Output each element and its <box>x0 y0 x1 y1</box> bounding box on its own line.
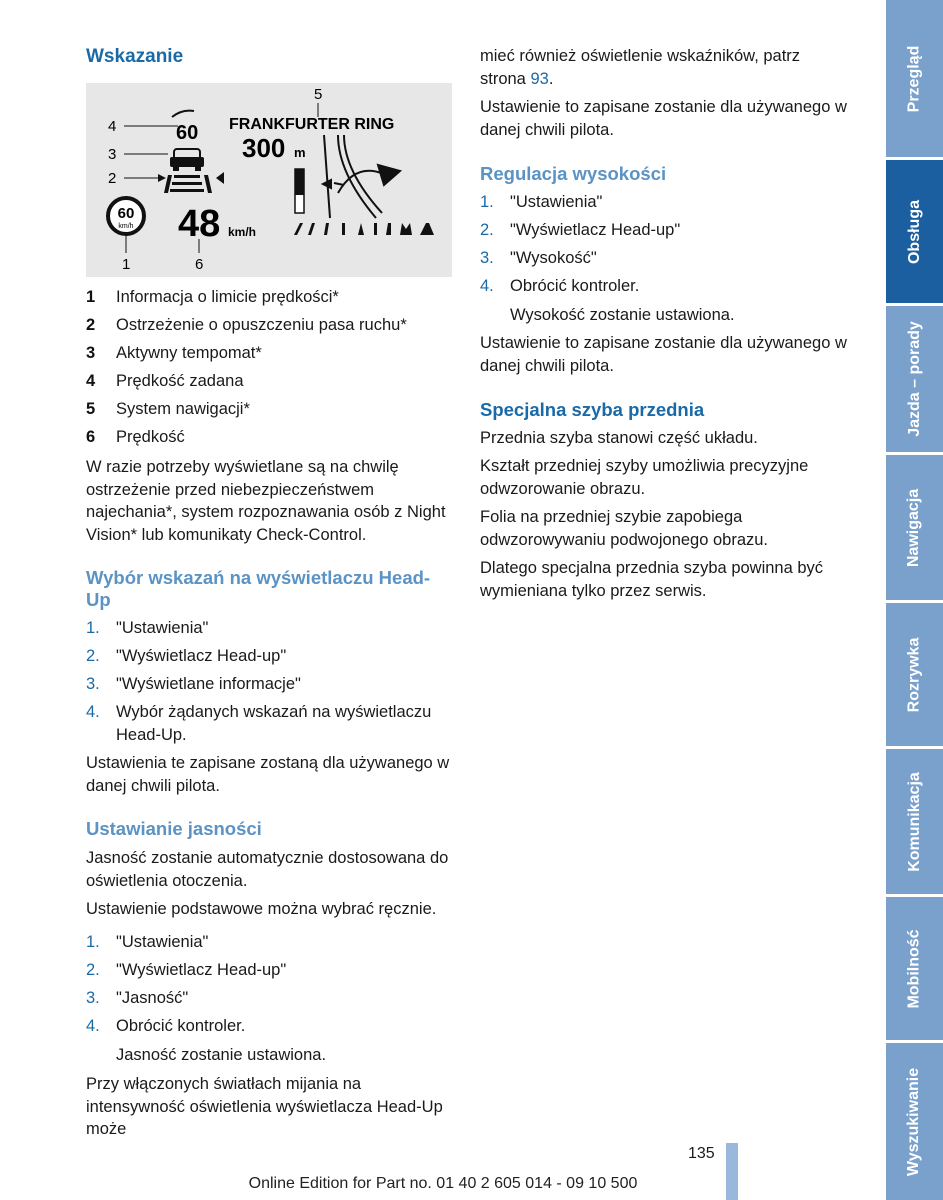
speed-limit-sign-icon <box>108 198 144 234</box>
wysokosc-result: Wysokość zostanie ustawiona. <box>510 306 735 324</box>
jasnosc-result: Jasność zostanie ustawiona. <box>116 1046 327 1064</box>
paragraph-cont-note: Ustawienie to zapisane zostanie dla używanego w danej chwili pilota. <box>480 98 847 139</box>
wybor-steps-list <box>86 617 454 752</box>
tab-nawigacja[interactable]: Nawigacja <box>886 455 943 600</box>
section-heading-szyba: Specjalna szyba przednia <box>480 399 705 420</box>
nav-street-name: FRANKFURTER RING <box>229 116 395 133</box>
cruise-car-icon <box>170 149 204 171</box>
paragraph-warnings: W razie potrzeby wyświetlane są na chwilę ostrzeżenie przed niebezpieczeństwem najechania*, system rozpoznawania osób z Night Vision* lub komunikaty Check-Control. <box>86 458 446 544</box>
step-item: 2. "Wyświetlacz Head-up" <box>480 221 681 239</box>
footer-edition: Online Edition for Part no. 01 40 2 605 014 - 09 10 500 <box>248 1175 638 1192</box>
tab-przeglad[interactable]: Przegląd <box>886 0 943 157</box>
paragraph-szyba-1: Przednia szyba stanowi część układu. <box>480 429 758 447</box>
section-heading-wybor: Wybór wskazań na wyświetlaczu Head-Up <box>86 567 431 610</box>
tab-mobilnosc[interactable]: Mobilność <box>886 897 943 1040</box>
tab-rozrywka[interactable]: Rozrywka <box>886 603 943 746</box>
section-heading-wskazanie: Wskazanie <box>86 46 184 67</box>
legend-item: 3 Aktywny tempomat* <box>86 344 262 362</box>
nav-distance-unit: m <box>294 145 306 160</box>
step-item: 3. "Jasność" <box>86 989 189 1007</box>
figure-legend-list <box>86 286 454 454</box>
step-item: 1. "Ustawienia" <box>480 193 603 211</box>
callout-4: 4 <box>108 118 117 135</box>
paragraph-jasnosc-2: Ustawienie podstawowe można wybrać ręcznie. <box>86 900 437 918</box>
set-speed-value: 60 <box>176 122 199 144</box>
paragraph-szyba-4: Dlatego specjalna przednia szyba powinna być wymieniana tylko przez serwis. <box>480 559 824 600</box>
jasnosc-steps-list <box>86 931 454 1043</box>
step-item: 3. "Wysokość" <box>480 249 597 267</box>
step-item: 1. "Ustawienia" <box>86 933 209 951</box>
callout-3: 3 <box>108 146 117 163</box>
paragraph-jasnosc-1: Jasność zostanie automatycznie dostosowana do oświetlenia otoczenia. <box>86 849 449 890</box>
lane-departure-icon <box>164 172 224 193</box>
callout-6: 6 <box>195 256 204 273</box>
chapter-tabs <box>886 0 943 1200</box>
nav-distance-value: 300 <box>242 133 286 163</box>
tab-obsluga[interactable]: Obsługa <box>886 160 943 303</box>
tab-komunikacja[interactable]: Komunikacja <box>886 749 943 894</box>
current-speed-value: 48 <box>178 203 221 245</box>
svg-text:60: 60 <box>117 205 135 222</box>
paragraph-continuation: mieć również oświetlenie wskaźników, patrz strona 93. <box>480 47 801 88</box>
callout-2: 2 <box>108 170 117 187</box>
step-item: 4. Obrócić kontroler. <box>480 277 640 295</box>
page-link[interactable]: 93 <box>530 69 549 88</box>
set-speed-icon <box>172 111 194 117</box>
svg-text:km/h: km/h <box>118 223 134 230</box>
paragraph-szyba-2: Kształt przedniej szyby umożliwia precyzyjne odwzorowanie obrazu. <box>480 457 809 498</box>
legend-item: 2 Ostrzeżenie o opuszczeniu pasa ruchu* <box>86 316 407 334</box>
nav-map-icon <box>323 135 400 218</box>
legend-item: 5 System nawigacji* <box>86 400 250 418</box>
step-item: 1. "Ustawienia" <box>86 619 209 637</box>
paragraph-wybor-note: Ustawienia te zapisane zostaną dla używanego w danej chwili pilota. <box>86 754 450 795</box>
paragraph-jasnosc-3: Przy włączonych światłach mijania na intensywność oświetlenia wyświetlacza Head-Up może <box>86 1075 443 1138</box>
section-heading-jasnosc: Ustawianie jasności <box>86 818 262 839</box>
step-item: 2. "Wyświetlacz Head-up" <box>86 961 287 979</box>
callout-1: 1 <box>122 256 131 273</box>
distance-bar-icon <box>295 169 304 213</box>
callout-5: 5 <box>314 86 323 103</box>
legend-item: 4 Prędkość zadana <box>86 372 244 390</box>
legend-item: 1 Informacja o limicie prędkości* <box>86 288 339 306</box>
section-heading-wysokosc: Regulacja wysokości <box>480 163 667 184</box>
paragraph-wysokosc-note: Ustawienie to zapisane zostanie dla używanego w danej chwili pilota. <box>480 334 847 375</box>
legend-item: 6 Prędkość <box>86 428 185 446</box>
step-item: 2. "Wyświetlacz Head-up" <box>86 647 287 665</box>
paragraph-szyba-3: Folia na przedniej szybie zapobiega odwzorowywaniu podwojonego obrazu. <box>480 508 769 549</box>
wysokosc-steps-list <box>480 191 850 303</box>
tab-wyszukiwanie[interactable]: Wyszukiwanie <box>886 1043 943 1200</box>
page-number: 135 <box>688 1145 715 1162</box>
step-item: 4. Wybór żądanych wskazań na wyświetlaczu Head-Up. <box>86 703 432 744</box>
speed-unit: km/h <box>228 225 257 239</box>
step-item: 4. Obrócić kontroler. <box>86 1017 246 1035</box>
tab-jazda-porady[interactable]: Jazda – porady <box>886 306 943 452</box>
head-up-display-figure <box>86 83 452 277</box>
step-item: 3. "Wyświetlane informacje" <box>86 675 301 693</box>
road-markings-icon <box>294 223 434 235</box>
